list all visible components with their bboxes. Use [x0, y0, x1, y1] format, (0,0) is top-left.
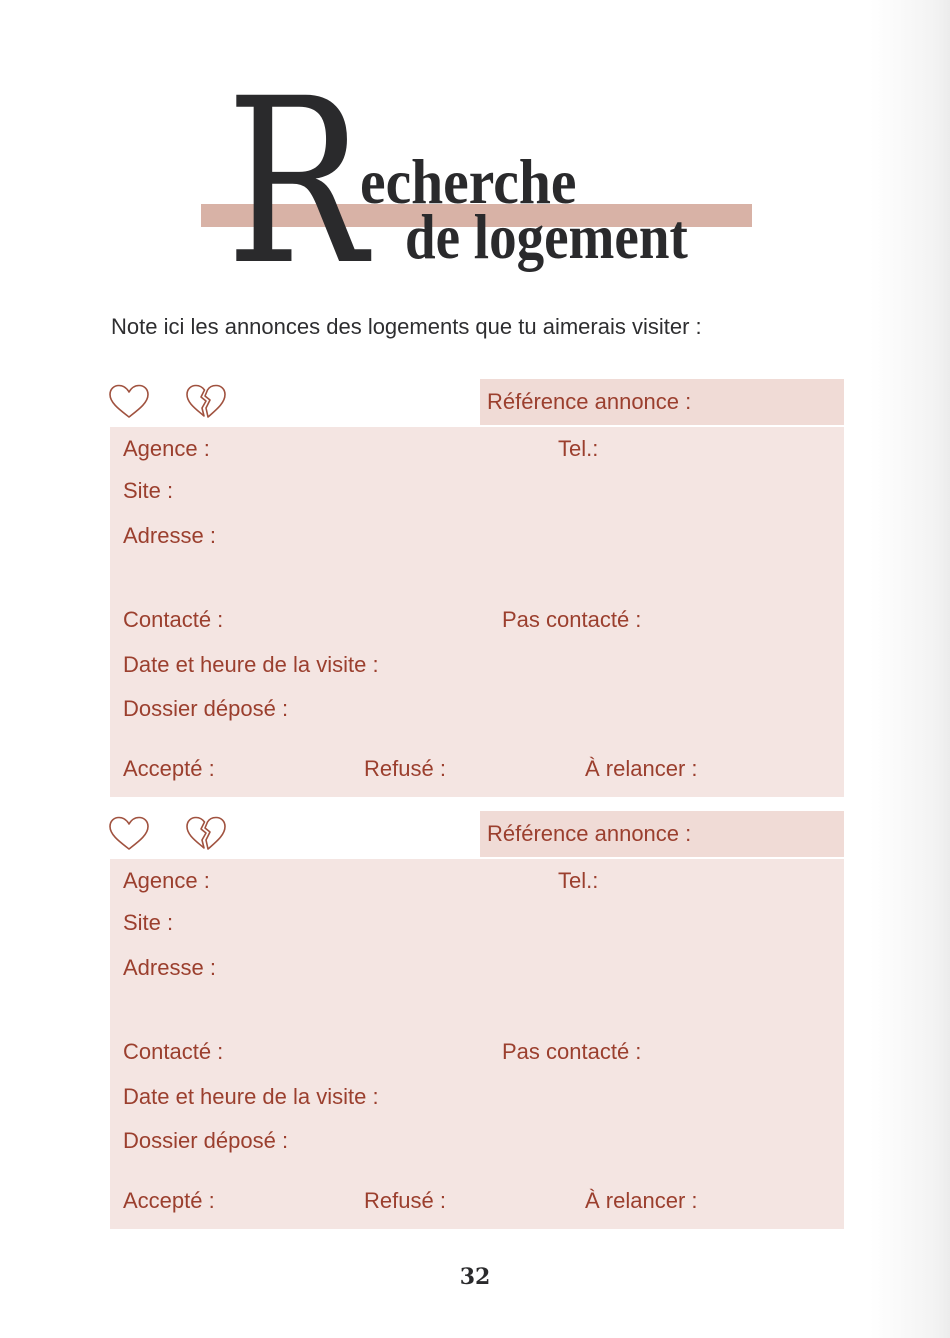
- date-visite-label: Date et heure de la visite :: [123, 1084, 379, 1109]
- pas-contacte-label: Pas contacté :: [502, 607, 642, 632]
- listing-card: [0, 811, 950, 1231]
- agence-label: Agence :: [123, 868, 210, 893]
- date-visite-label: Date et heure de la visite :: [123, 652, 379, 677]
- contacte-label: Contacté :: [123, 1039, 224, 1064]
- tel-label: Tel.:: [558, 436, 599, 461]
- adresse-label: Adresse :: [123, 955, 216, 980]
- site-label: Site :: [123, 910, 174, 935]
- refuse-label: Refusé :: [364, 756, 446, 781]
- reference-label: Référence annonce :: [487, 821, 692, 846]
- agence-label: Agence :: [123, 436, 210, 461]
- dossier-label: Dossier déposé :: [123, 1128, 289, 1153]
- page-number: 32: [459, 1264, 491, 1290]
- title-line-2: de logement: [405, 201, 688, 272]
- accepte-label: Accepté :: [123, 756, 215, 781]
- broken-heart-icon[interactable]: [185, 384, 227, 420]
- contacte-label: Contacté :: [123, 607, 224, 632]
- pas-contacte-label: Pas contacté :: [502, 1039, 642, 1064]
- adresse-label: Adresse :: [123, 523, 216, 548]
- title-line-1: echerche: [360, 146, 577, 217]
- accepte-label: Accepté :: [123, 1188, 215, 1213]
- page-title: [0, 0, 950, 315]
- listing-card: [0, 379, 950, 799]
- heart-icon[interactable]: [108, 816, 150, 852]
- site-label: Site :: [123, 478, 174, 503]
- broken-heart-icon[interactable]: [185, 816, 227, 852]
- intro-text: Note ici les annonces des logements que tu aimerais visiter :: [111, 314, 702, 339]
- refuse-label: Refusé :: [364, 1188, 446, 1213]
- title-initial: R: [226, 49, 367, 315]
- heart-icon[interactable]: [108, 384, 150, 420]
- relancer-label: À relancer :: [585, 756, 698, 781]
- dossier-label: Dossier déposé :: [123, 696, 289, 721]
- reference-label: Référence annonce :: [487, 389, 692, 414]
- relancer-label: À relancer :: [585, 1188, 698, 1213]
- tel-label: Tel.:: [558, 868, 599, 893]
